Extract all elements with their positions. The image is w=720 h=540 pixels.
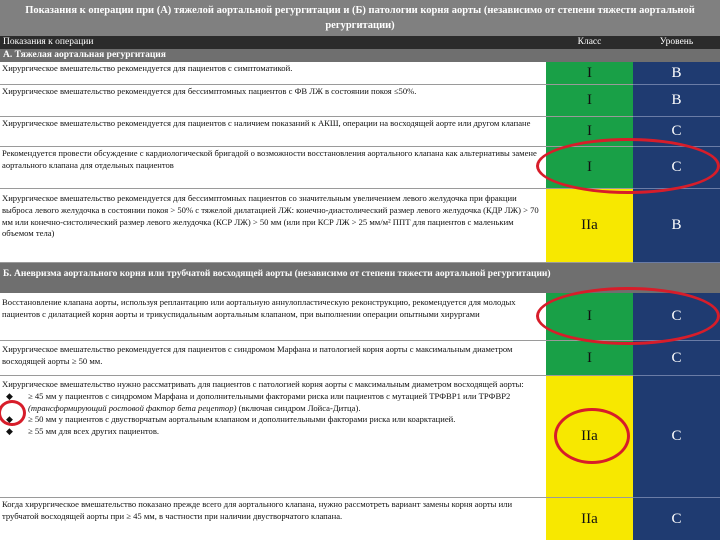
row-a1-level: B	[633, 62, 720, 85]
row-a4-level: C	[633, 147, 720, 189]
list-item: ◆ ≥ 50 мм у пациентов с двустворчатым аортальным клапаном и дополнительными факторами риска или коарктацией.	[6, 414, 456, 425]
row-a2-level: B	[633, 85, 720, 117]
row-b2-text: Хирургическое вмешательство рекомендуется для пациентов с синдромом Марфана и патологией корня аорты с максимальным диаметром восходящей аорты ≥ 50 мм.	[0, 341, 546, 376]
header-class: Класс	[546, 36, 633, 49]
row-b3-class: IIa	[546, 376, 633, 498]
bullet-icon: ◆	[6, 426, 13, 437]
row-a3-class: I	[546, 117, 633, 147]
row-a3-level: C	[633, 117, 720, 147]
row-a4-text: Рекомендуется провести обсуждение с кардиологической бригадой о возможности восстановления аортального клапана как альтернативы замене аортального клапана для отдельных пациентов	[0, 147, 546, 189]
row-b1-class: I	[546, 293, 633, 341]
row-a3-text: Хирургическое вмешательство рекомендуется для пациентов с наличием показаний к АКШ, операции на восходящей аорте или другом клапане	[0, 117, 546, 147]
section-a-title: А. Тяжелая аортальная регургитация	[0, 49, 720, 62]
row-a1-text: Хирургическое вмешательство рекомендуется для пациентов с симптоматикой.	[0, 62, 546, 85]
row-a2-text: Хирургическое вмешательство рекомендуется для бессимптомных пациентов с ФВ ЛЖ в состоянии покоя ≤50%.	[0, 85, 546, 117]
row-a1-class: I	[546, 62, 633, 85]
row-a5-level: B	[633, 189, 720, 263]
bullet-icon: ◆	[6, 390, 13, 401]
row-b1-level: C	[633, 293, 720, 341]
bullet-icon: ◆	[6, 414, 13, 425]
row-b4-level: C	[633, 498, 720, 540]
row-b2-class: I	[546, 341, 633, 376]
row-a5-class: IIa	[546, 189, 633, 263]
row-b2-level: C	[633, 341, 720, 376]
page-title: Показания к операции при (А) тяжелой аортальной регургитации и (Б) патологии корня аорты (независимо от степени тяжести аортальной регургитации)	[0, 0, 720, 36]
row-b1-text: Восстановление клапана аорты, используя реплантацию или аортальную аннулопластическую реконструкцию, рекомендуется для молодых пациентов с дилатацией корня аорты и трикуспидальным аортальным клапаном, при выполнении операции опытными хирургами	[0, 293, 546, 341]
row-b4-text: Когда хирургическое вмешательство показано прежде всего для аортального клапана, нужно рассмотреть вариант замены корня аорты или трубчатой восходящей аорты при ≥ 45 мм, в частности при наличии двустворчатого клапана.	[0, 498, 546, 540]
row-a2-class: I	[546, 85, 633, 117]
row-b4-class: IIa	[546, 498, 633, 540]
row-b3-intro: Хирургическое вмешательство нужно рассматривать для пациентов с патологией корня аорты с максимальным диаметром восходящей аорты:	[2, 379, 524, 389]
row-a4-class: I	[546, 147, 633, 189]
header-level: Уровень	[633, 36, 720, 49]
list-item: ◆ ≥ 55 мм для всех других пациентов.	[6, 426, 160, 437]
criteria-list	[2, 391, 542, 438]
row-b3-text	[0, 376, 546, 498]
list-item: ◆ ≥ 45 мм у пациентов с синдромом Марфана и дополнительными факторами риска или пациентов с мутацией TPФBP1 или TPФBP2 (трансформирующий ростовой фактор бета рецептор) (включая синдром Лойса-Дитца).	[6, 390, 511, 413]
row-b3-level: C	[633, 376, 720, 498]
header-indication: Показания к операции	[0, 36, 546, 49]
section-b-title: Б. Аневризма аортального корня или трубчатой восходящей аорты (независимо от степени тяжести аортальной регургитации)	[0, 263, 720, 293]
row-a5-text: Хирургическое вмешательство рекомендуется для бессимптомных пациентов со значительным увеличением левого желудочка при фракции выброса левого желудочка в состоянии покоя > 50% с тяжелой дилатацией ЛЖ: конечно-диастолический размер левого желудочка (КДР ЛЖ) > 70 мм или конечно-систолический размер левого желудочка (КСР ЛЖ) > 50 мм (или при КСР ЛЖ > 25 мм/м² ППТ для пациентов с маленьким объемом тела)	[0, 189, 546, 263]
